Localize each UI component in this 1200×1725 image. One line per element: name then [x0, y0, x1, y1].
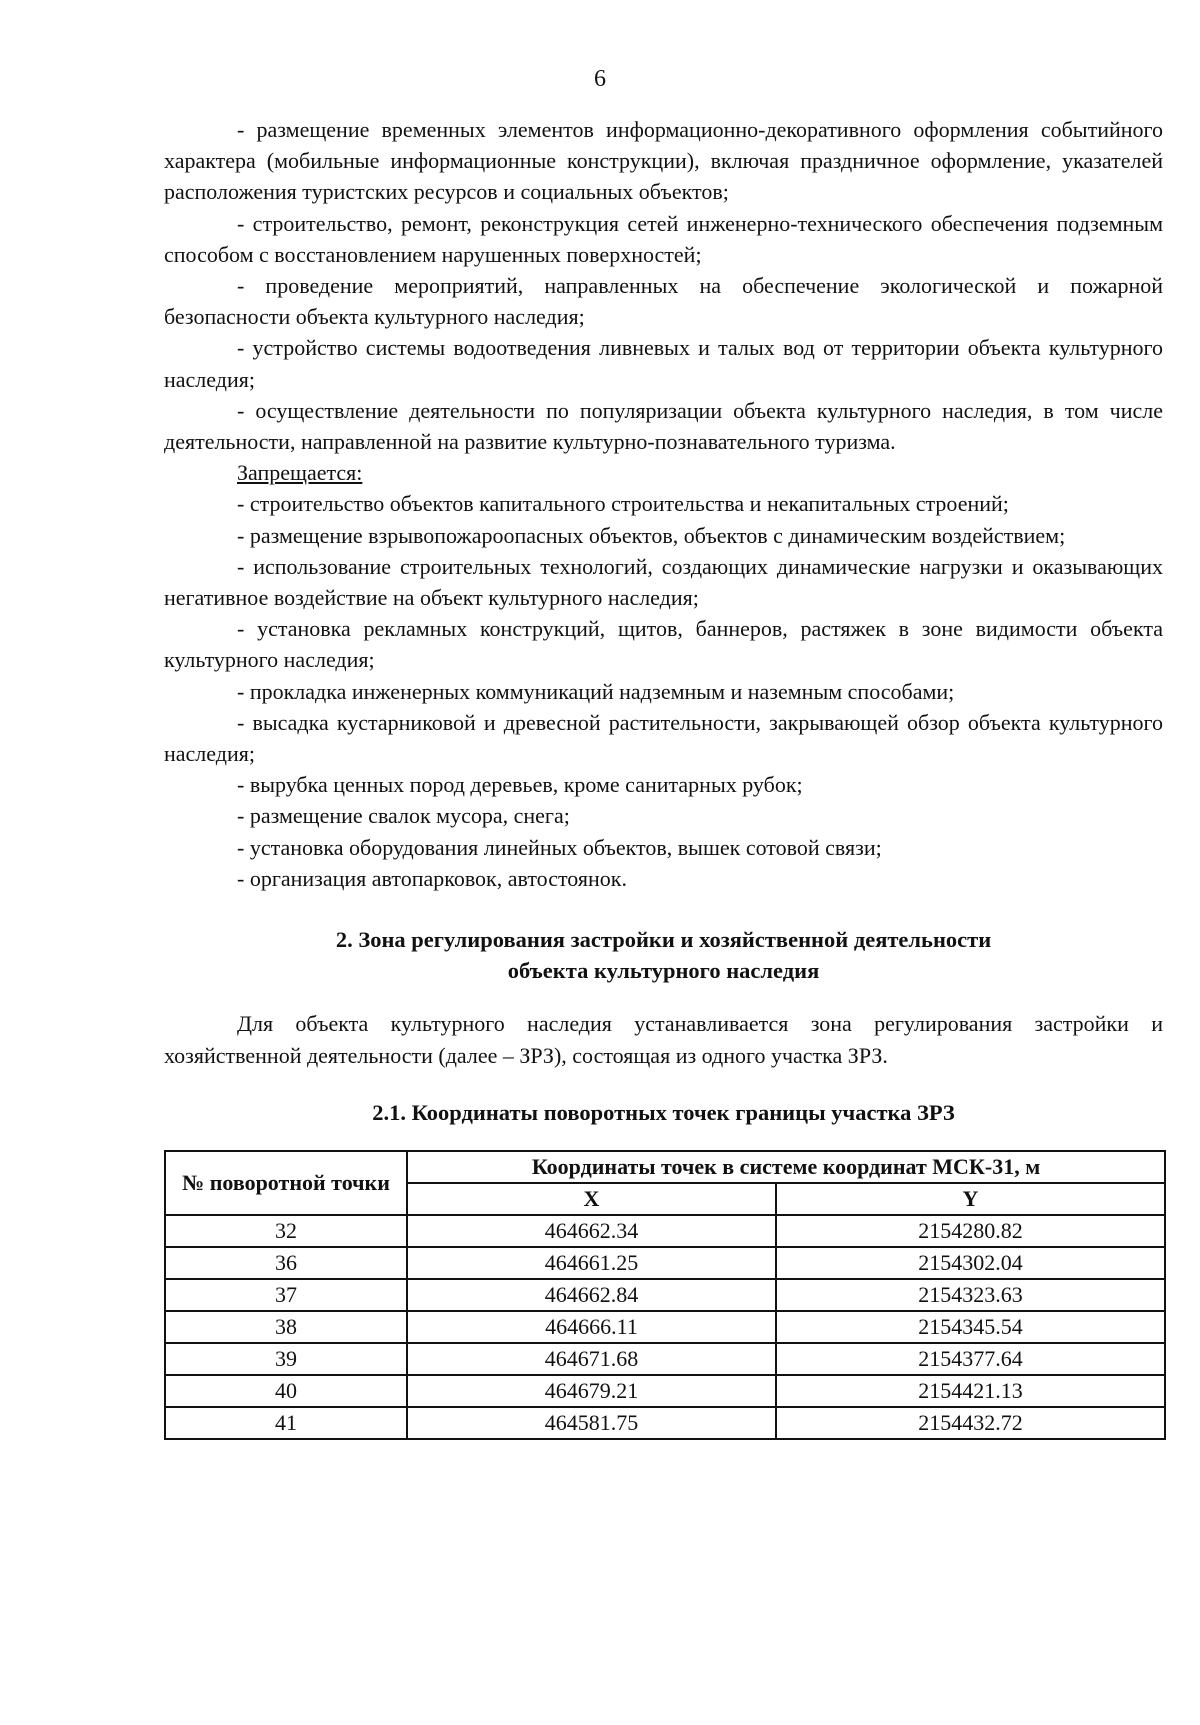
page-number: 6 [594, 66, 606, 92]
prohibited-list [164, 488, 1163, 894]
cell-x: 464662.34 [407, 1215, 776, 1247]
list-item: - установка рекламных конструкций, щитов, баннеров, растяжек в зоне видимости объекта культурного наследия; [164, 616, 1163, 673]
table-row [165, 1279, 1165, 1311]
cell-x: 464679.21 [407, 1375, 776, 1407]
cell-x: 464581.75 [407, 1407, 776, 1439]
header-coords: Координаты точек в системе координат МСК-31, м [407, 1151, 1165, 1183]
list-item: - высадка кустарниковой и древесной растительности, закрывающей обзор объекта культурного наследия; [164, 709, 1163, 767]
section-heading-line: 2. Зона регулирования застройки и хозяйственной деятельности [335, 927, 992, 953]
list-item: - строительство объектов капитального строительства и некапитальных строений; [237, 491, 1009, 517]
coordinates-table [164, 1150, 1166, 1440]
cell-y: 2154323.63 [776, 1279, 1165, 1311]
list-item: - прокладка инженерных коммуникаций надземным и наземным способами; [237, 678, 955, 704]
cell-y: 2154345.54 [776, 1311, 1165, 1343]
table-row [165, 1311, 1165, 1343]
list-item: - проведение мероприятий, направленных на обеспечение экологической и пожарной безопасности объекта культурного наследия; [164, 273, 1163, 330]
list-item: - размещение взрывопожароопасных объектов, объектов с динамическим воздействием; [237, 522, 1066, 548]
table-row [165, 1215, 1165, 1247]
prohibited-label: Запрещается: [237, 460, 363, 486]
cell-point: 40 [165, 1375, 407, 1407]
cell-point: 41 [165, 1407, 407, 1439]
prohibited-label-line [164, 457, 1163, 488]
list-item: - организация автопарковок, автостоянок. [237, 865, 627, 891]
allowed-list [164, 114, 1163, 457]
cell-point: 36 [165, 1247, 407, 1279]
list-item: - строительство, ремонт, реконструкция сетей инженерно-технического обеспечения подземным способом с восстановлением нарушенных поверхностей; [164, 210, 1163, 267]
header-x: X [407, 1183, 776, 1215]
section-paragraph: Для объекта культурного наследия устанавливается зона регулирования застройки и хозяйственной деятельности (далее – ЗРЗ), состоящая из одного участка ЗРЗ. [164, 1011, 1163, 1068]
cell-y: 2154377.64 [776, 1343, 1165, 1375]
header-point: № поворотной точки [165, 1151, 407, 1215]
cell-point: 39 [165, 1343, 407, 1375]
section-heading-line: объекта культурного наследия [507, 958, 820, 984]
cell-y: 2154432.72 [776, 1407, 1165, 1439]
list-item: - размещение свалок мусора, снега; [237, 803, 570, 829]
cell-x: 464661.25 [407, 1247, 776, 1279]
list-item: - осуществление деятельности по популяризации объекта культурного наследия, в том числе деятельности, направленной на развитие культурно-познавательного туризма. [164, 397, 1163, 455]
cell-point: 37 [165, 1279, 407, 1311]
table-row [165, 1375, 1165, 1407]
list-item: - использование строительных технологий, создающих динамические нагрузки и оказывающих негативное воздействие на объект культурного наследия; [164, 553, 1163, 611]
section-heading [164, 924, 1163, 986]
table-title: 2.1. Координаты поворотных точек границы участка ЗРЗ [372, 1099, 955, 1125]
cell-point: 32 [165, 1215, 407, 1247]
cell-point: 38 [165, 1311, 407, 1343]
table-row [165, 1343, 1165, 1375]
header-y: Y [776, 1183, 1165, 1215]
list-item: - размещение временных элементов информационно-декоративного оформления событийного характера (мобильные информационные конструкции), включая праздничное оформление, указателей расположения туристских ресурсов и социальных объектов; [164, 117, 1163, 205]
list-item: - вырубка ценных пород деревьев, кроме санитарных рубок; [237, 772, 803, 798]
cell-x: 464666.11 [407, 1311, 776, 1343]
cell-x: 464671.68 [407, 1343, 776, 1375]
cell-y: 2154280.82 [776, 1215, 1165, 1247]
document-body [164, 114, 1163, 1440]
table-row [165, 1247, 1165, 1279]
list-item: - установка оборудования линейных объектов, вышек сотовой связи; [237, 834, 882, 860]
cell-y: 2154302.04 [776, 1247, 1165, 1279]
cell-y: 2154421.13 [776, 1375, 1165, 1407]
cell-x: 464662.84 [407, 1279, 776, 1311]
table-row [165, 1407, 1165, 1439]
list-item: - устройство системы водоотведения ливневых и талых вод от территории объекта культурного наследия; [164, 335, 1163, 392]
